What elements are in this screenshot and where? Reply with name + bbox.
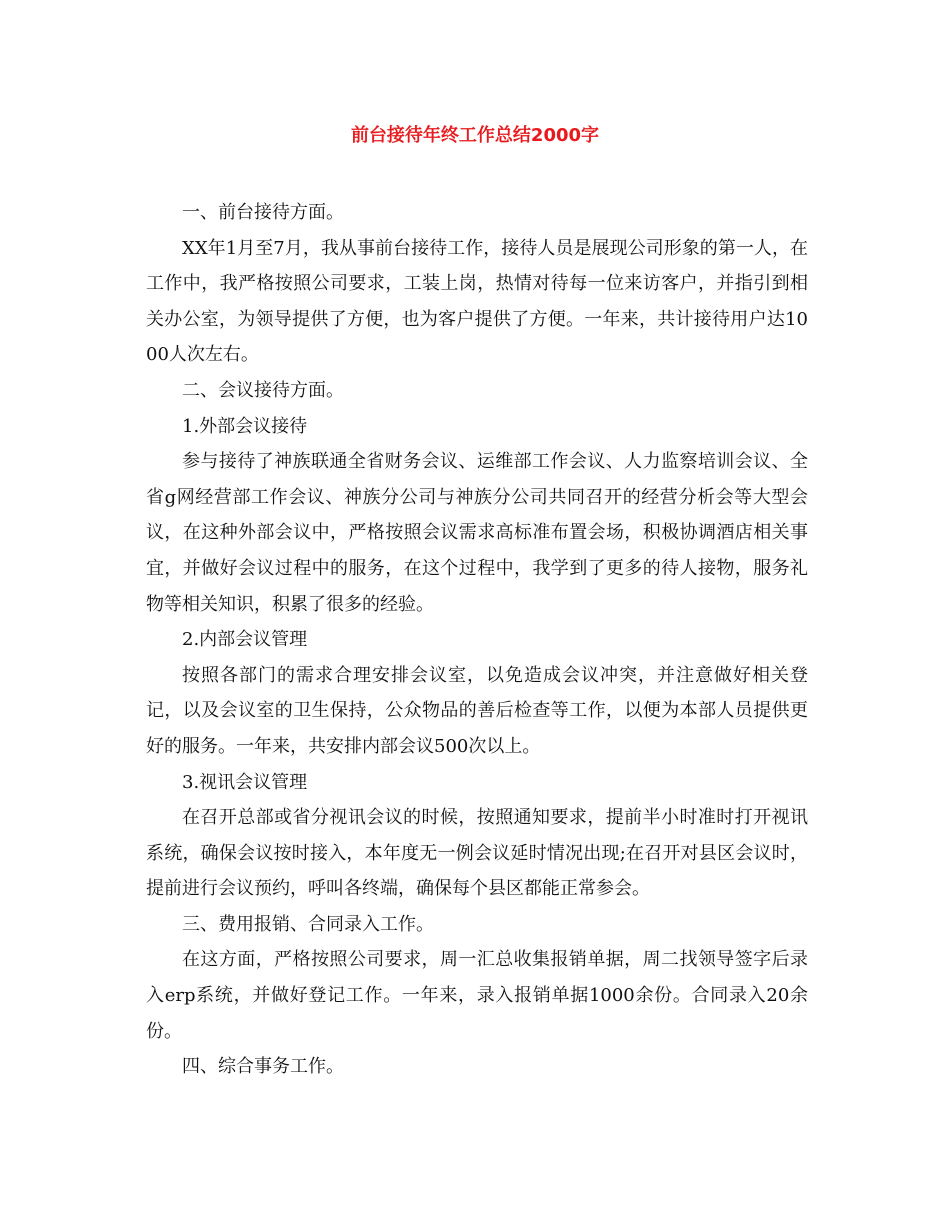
- section-heading-meetings: 二、会议接待方面。: [182, 379, 344, 401]
- subheading-internal-meetings: 2.内部会议管理: [182, 629, 308, 651]
- paragraph-reception: XX年1月至7月，我从事前台接待工作，接待人员是展现公司形象的第一人，在工作中，我严格按照公司要求，工装上岗，热情对待每一位来访客户，并指引到相关办公室，为领导提供了方便，也为客户提供了方便。一年来，共计接待用户达1000人次左右。: [146, 237, 808, 366]
- document-body: [146, 195, 808, 1085]
- subheading-external-meetings: 1.外部会议接待: [182, 415, 308, 437]
- section-heading-general-affairs: 四、综合事务工作。: [182, 1056, 344, 1078]
- paragraph-video-meetings: 在召开总部或省分视讯会议的时候，按照通知要求，提前半小时准时打开视讯系统，确保会议按时接入，本年度无一例会议延时情况出现;在召开对县区会议时，提前进行会议预约，呼叫各终端，确保每个县区都能正常参会。: [146, 807, 808, 900]
- section-heading-reception: 一、前台接待方面。: [182, 202, 344, 223]
- paragraph-expenses: 在这方面，严格按照公司要求，周一汇总收集报销单据，周二找领导签字后录入erp系统，并做好登记工作。一年来，录入报销单据1000余份。合同录入20余份。: [146, 949, 808, 1042]
- paragraph-internal-meetings: 按照各部门的需求合理安排会议室，以免造成会议冲突，并注意做好相关登记，以及会议室的卫生保持，公众物品的善后检查等工作，以便为本部人员提供更好的服务。一年来，共安排内部会议500次以上。: [146, 664, 808, 757]
- section-heading-expenses: 三、费用报销、合同录入工作。: [182, 913, 434, 935]
- subheading-video-meetings: 3.视讯会议管理: [182, 771, 308, 793]
- document-title: 前台接待年终工作总结2000字: [350, 125, 600, 146]
- paragraph-external-meetings: 参与接待了神族联通全省财务会议、运维部工作会议、人力监察培训会议、全省g网经营部工作会议、神族分公司与神族分公司共同召开的经营分析会等大型会议，在这种外部会议中，严格按照会议需求高标准布置会场，积极协调酒店相关事宜，并做好会议过程中的服务，在这个过程中，我学到了更多的待人接物，服务礼物等相关知识，积累了很多的经验。: [146, 451, 808, 615]
